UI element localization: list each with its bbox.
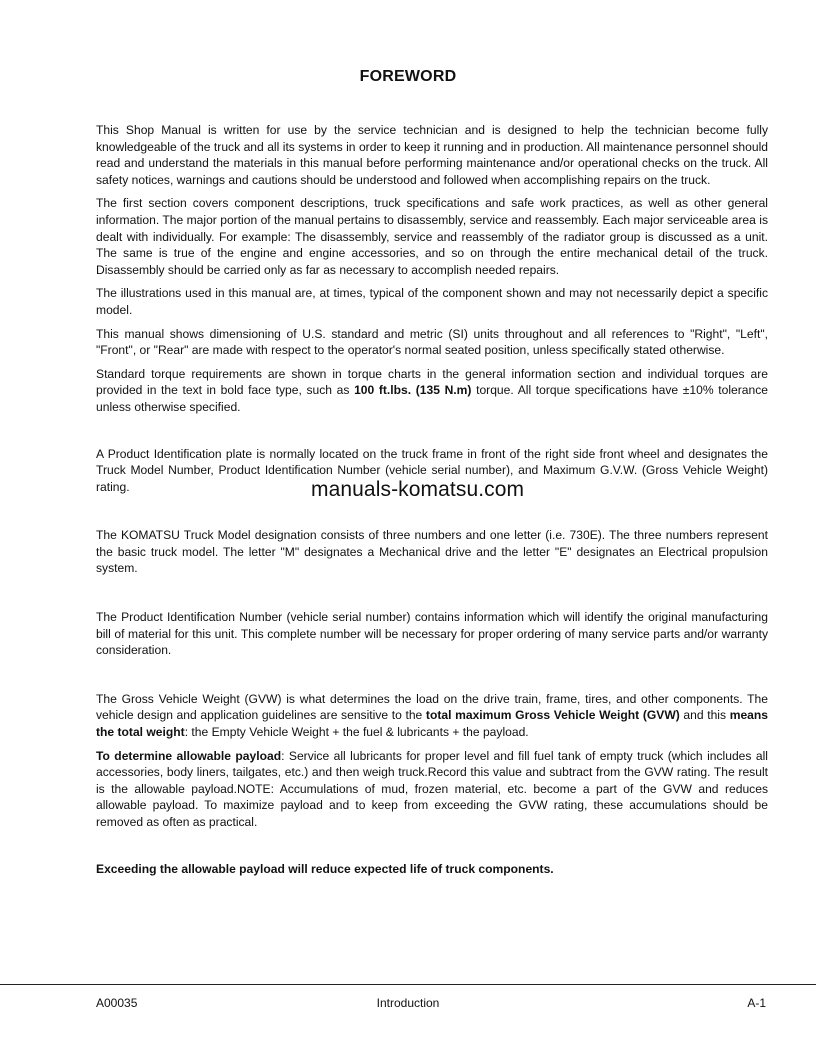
gvw-bold-total: total maximum Gross Vehicle Weight (GVW) [425,708,680,723]
paragraph-product-plate: A Product Identification plate is normally located on the truck frame in front of the right side front wheel and designates the Truck Model Number, Product Identification Number (vehicle serial number), and Maximum G.V.W. (Gross Vehicle Weight) rating. [96,446,768,494]
paragraph-gvw [96,691,768,741]
payload-heading: To determine allowable payload [96,748,282,763]
payload-warning: Exceeding the allowable payload will reduce expected life of truck components. [96,861,554,876]
paragraph-model-designation: The KOMATSU Truck Model designation consists of three numbers and one letter (i.e. 730E). The three numbers represent the basic truck model. The letter "M" designates a Mechanical drive and the letter "E" designates an Electrical propulsion system. [96,528,768,576]
watermark: manuals-komatsu.com [311,478,525,501]
payload-text: : Service all lubricants for proper level and fill fuel tank of empty truck (which includes all accessories, body liners, tailgates, etc.) and then weigh truck.Record this value and subtract from the GVW rating. The result is the allowable payload.NOTE: Accumulations of mud, frozen material, etc. become a part of the GVW and reduces allowable payload. To maximize payload and to keep from exceeding the GVW rating, these accumulations should be removed as often as practical. [96,748,768,829]
page-title: FOREWORD [359,68,457,85]
paragraph-product-id-number: The Product Identification Number (vehicle serial number) contains information which will identify the original manufacturing bill of material for this unit. This complete number will be necessary for proper ordering of many service parts and/or warranty consideration. [96,610,768,658]
torque-text-a: Standard torque requirements are shown in torque charts in the general information section and individual torques are provided in the text in bold face type, such as [96,366,768,398]
footer-divider [0,984,816,985]
paragraph-allowable-payload [96,748,768,831]
torque-example: 100 ft.lbs. (135 N.m) [354,383,472,398]
footer-section-name: Introduction [376,996,440,1010]
paragraph-illustrations: The illustrations used in this manual are, at times, typical of the component shown and may not necessarily depict a specific model. [96,286,768,317]
foreword-body [96,122,768,884]
paragraph-units: This manual shows dimensioning of U.S. standard and metric (SI) units throughout and all references to "Right", "Left", "Front", or "Rear" are made with respect to the operator's normal seated position, unless specifically stated otherwise. [96,326,768,358]
footer-document-code: A00035 [96,996,138,1010]
gvw-text-a: The Gross Vehicle Weight (GVW) is what determines the load on the drive train, frame, tires, and other components. The vehicle design and application guidelines are sensitive to the [96,691,768,723]
gvw-bold-means: means the total weight [96,708,769,740]
footer-page-number: A-1 [747,996,766,1010]
gvw-text-b: and this [679,708,730,723]
gvw-text-c: : the Empty Vehicle Weight + the fuel & lubricants + the payload. [184,725,529,740]
paragraph-torque [96,366,768,416]
paragraph-shop-manual-purpose: This Shop Manual is written for use by the service technician and is designed to help the technician become fully knowledgeable of the truck and all its systems in order to keep it running and in production. All maintenance personnel should read and understand the materials in this manual before performing maintenance and/or operational checks on the truck. All safety notices, warnings and cautions should be understood and followed when accomplishing repairs on the truck. [96,123,768,187]
torque-text-b: torque. All torque specifications have ±10% tolerance unless otherwise specified. [96,383,768,414]
paragraph-manual-sections: The first section covers component descriptions, truck specifications and safe work practices, as well as other general information. The major portion of the manual pertains to disassembly, service and reassembly. Each major serviceable area is dealt with individually. For example: The disassembly, service and reassembly of the radiator group is discussed as a unit. The same is true of the engine and engine accessories, and so on through the entire mechanical detail of the truck. Disassembly should be carried only as far as necessary to accomplish needed repairs. [96,196,768,277]
